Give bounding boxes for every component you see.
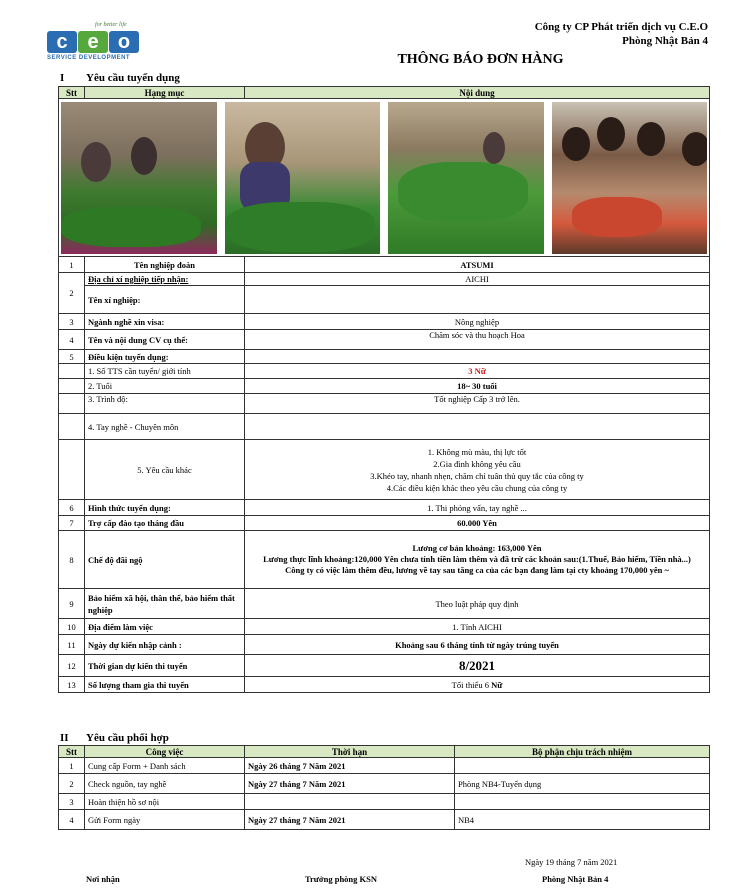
logo-tagline: for better life	[95, 22, 127, 28]
section-1-heading	[60, 72, 180, 84]
table-row: 4 Tên và nội dung CV cụ thể: Chăm sóc và thu hoạch Hoa	[59, 330, 710, 350]
photo-worker-bundling-flowers	[225, 102, 381, 254]
table-row: 2 Địa chỉ xí nghiệp tiếp nhận: AICHI	[59, 273, 710, 286]
section-1-title: Yêu cầu tuyển dụng	[86, 72, 180, 84]
logo-letter-o: o	[109, 31, 139, 53]
table-row: 13 Số lượng tham gia thi tuyển Tối thiểu 6 Nữ	[59, 677, 710, 693]
section-1-number: I	[60, 72, 65, 84]
department-signature-label: Phòng Nhật Bản 4	[542, 874, 609, 884]
logo-letter-c: c	[47, 31, 77, 53]
col-stt: Stt	[59, 87, 85, 99]
logo-subtitle: SERVICE DEVELOPMENT	[47, 55, 131, 61]
table-row: 1. Số TTS cần tuyển/ giới tính 3 Nữ	[59, 364, 710, 379]
photo-row	[59, 99, 710, 257]
table-row: 10 Địa điểm làm việc 1. Tỉnh AICHI	[59, 619, 710, 635]
section-2-number: II	[60, 732, 69, 744]
table-row: 6 Hình thức tuyển dụng: 1. Thi phỏng vấn, tay nghề ...	[59, 500, 710, 516]
table-row: 1 Cung cấp Form + Danh sách Ngày 26 tháng 7 Năm 2021	[59, 758, 710, 774]
recruitment-table	[58, 86, 710, 693]
table-row: 3 Hoàn thiện hồ sơ nội	[59, 794, 710, 810]
company-name: Công ty CP Phát triển dịch vụ C.E.O	[534, 21, 708, 33]
col-category: Hạng mục	[85, 87, 245, 99]
table-row: Tên xí nghiệp:	[59, 286, 710, 314]
photo-group-dinner	[552, 102, 708, 254]
table-row: 9 Bảo hiểm xã hội, thân thể, bảo hiểm thất nghiệp Theo luật pháp quy định	[59, 589, 710, 619]
table-row: 11 Ngày dự kiến nhập cảnh : Khoảng sau 6 tháng tính từ ngày trúng tuyển	[59, 635, 710, 655]
head-signature-label: Trưởng phòng KSN	[305, 874, 378, 884]
document-title: THÔNG BÁO ĐƠN HÀNG	[397, 52, 564, 67]
table-row: 4 Gửi Form ngày Ngày 27 tháng 7 Năm 2021 NB4	[59, 810, 710, 830]
table-row: 5. Yêu cầu khác 1. Không mù màu, thị lực tốt 2.Gia đình không yêu cầu 3.Khéo tay, nhanh nhẹn, chăm chỉ tuân thủ quy tắc của công ty 4.Các điều kiện khác theo yêu cầu chung của công ty	[59, 440, 710, 500]
table-row: 5 Điều kiện tuyển dụng:	[59, 350, 710, 364]
table-row: 8 Chế độ đãi ngộ Lương cơ bản khoảng: 163,000 Yên Lương thực lĩnh khoảng:120,000 Yên chưa tính tiền làm thêm và đã trừ các khoản sau:(1.Thuế, Bảo hiểm, Tiền nhà...) Công ty có việc làm thêm đều, lương về tay sau tăng ca của các bạn đang làm tại cty khoảng 170,000 yên ~	[59, 531, 710, 589]
table-row: 4. Tay nghề - Chuyên môn	[59, 414, 710, 440]
department-name: Phòng Nhật Bản 4	[622, 35, 708, 47]
table-row: 3 Ngành nghề xin visa: Nông nghiệp	[59, 314, 710, 330]
table-row: 2. Tuổi 18~ 30 tuổi	[59, 379, 710, 394]
logo-letter-e: e	[78, 31, 108, 53]
photo-flower-greenhouse	[61, 102, 217, 254]
table-row: 12 Thời gian dự kiến thi tuyển 8/2021	[59, 655, 710, 677]
section-2-title: Yêu cầu phối hợp	[86, 732, 169, 744]
coordination-table	[58, 745, 710, 830]
photo-flower-table	[388, 102, 544, 254]
table-row: 7 Trợ cấp đào tạo tháng đầu 60.000 Yên	[59, 516, 710, 531]
company-block	[535, 20, 708, 48]
table-header-row	[59, 87, 710, 99]
table-row: 2 Check nguồn, tay nghề Ngày 27 tháng 7 Năm 2021 Phòng NB4-Tuyển dụng	[59, 774, 710, 794]
table-header-row: Stt Công việc Thời hạn Bộ phận chịu trách nhiệm	[59, 746, 710, 758]
signature-date: Ngày 19 tháng 7 năm 2021	[525, 857, 618, 867]
table-row: 3. Trình độ: Tốt nghiệp Cấp 3 trở lên.	[59, 394, 710, 414]
section-2-heading	[60, 732, 169, 744]
col-content: Nội dung	[245, 87, 710, 99]
recipient-label: Nơi nhận	[86, 874, 120, 884]
table-row: 1 Tên nghiệp đoàn ATSUMI	[59, 257, 710, 273]
